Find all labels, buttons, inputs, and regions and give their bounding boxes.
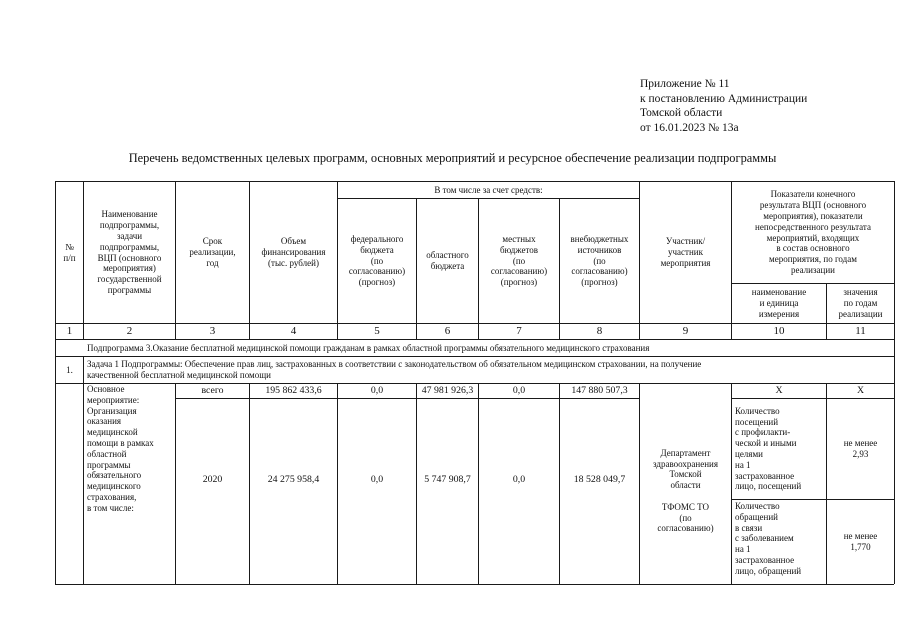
column-number: 7 [516, 325, 522, 338]
header-including: В том числе за счет средств: [434, 184, 543, 195]
indicator-appeals-value: не менее 1,770 [843, 531, 878, 552]
table-border-right [894, 181, 895, 584]
total-term: всего [201, 384, 224, 396]
appendix-date: от 16.01.2023 № 13а [640, 121, 739, 134]
total-federal: 0,0 [370, 384, 384, 396]
year-term: 2020 [202, 474, 223, 486]
measure-name: Основное мероприятие: Организация оказания медицинской помощи в рамках областной программы обязательного медицинского страхования, в том числе: [87, 384, 154, 513]
appendix-region: Томской области [640, 107, 723, 119]
column-number: 1 [66, 325, 73, 338]
document-title: Перечень ведомственных целевых программ, основных мероприятий и ресурсное обеспечение реализации подпрограммы [128, 151, 777, 165]
indicator-visits-name: Количество посещений с профилакти- ческой и иными целями на 1 застрахованное лицо, посещений [735, 405, 802, 492]
column-number: 4 [290, 325, 297, 338]
participant: Департамент здравоохранения Томской области ТФОМС ТО (по согласованию) [652, 447, 718, 534]
header-local: местных бюджетов (по согласованию) (прогноз) [490, 234, 548, 288]
total-volume: 195 862 433,6 [265, 384, 322, 396]
header-num: № п/п [63, 241, 76, 263]
column-number: 10 [773, 325, 785, 338]
column-number: 9 [682, 325, 689, 338]
total-local: 0,0 [512, 384, 526, 396]
year-local: 0,0 [512, 474, 526, 486]
header-name: Наименование подпрограммы, задачи подпрограммы, ВЦП (основного мероприятия) государственной программы [97, 209, 162, 295]
total-indicator-name: Х [775, 384, 783, 396]
header-indicator-values: значения по годам реализации [838, 287, 883, 319]
indicator-visits-value: не менее 2,93 [843, 438, 878, 459]
column-number: 11 [855, 325, 866, 338]
indicator-appeals-name: Количество обращений в связи с заболеванием на 1 застрахованное лицо, обращений [735, 501, 802, 576]
column-number: 5 [374, 325, 380, 338]
subprogram-row: Подпрограмма 3.Оказание бесплатной медицинской помощи гражданам в рамках областной программы обязательного медицинского страхования [87, 342, 650, 353]
header-volume: Объем финансирования (тыс. рублей) [261, 236, 326, 268]
column-number: 2 [126, 325, 133, 338]
header-indicator-name: наименование и единица измерения [751, 287, 807, 319]
table-border-bottom [55, 584, 894, 585]
header-federal: федерального бюджета (по согласованию) (прогноз) [348, 234, 406, 288]
year-regional: 5 747 908,7 [424, 474, 471, 486]
column-number: 3 [209, 325, 216, 338]
total-indicator-value: Х [856, 384, 865, 396]
year-offbudget: 18 528 049,7 [573, 474, 626, 486]
year-federal: 0,0 [370, 474, 384, 486]
header-indicators: Показатели конечного результата ВЦП (основного мероприятия), показатели непосредственного результата мероприятий, входящих в состав основного мероприятия, по годам реализации [755, 189, 871, 275]
task-row: Задача 1 Подпрограммы: Обеспечение прав лиц, застрахованных в соответствии с законодательством об обязательном медицинском страховании, на получение качественной бесплатной медицинской помощи [87, 359, 702, 380]
header-offbudget: внебюджетных источников (по согласованию) (прогноз) [570, 234, 629, 288]
appendix-decree: к постановлению Администрации [640, 92, 808, 105]
total-regional: 47 981 926,3 [421, 384, 474, 396]
total-offbudget: 147 880 507,3 [571, 384, 628, 396]
task-number: 1. [66, 364, 73, 375]
appendix-number: Приложение № 11 [640, 78, 730, 90]
header-regional: областного бюджета [426, 250, 469, 271]
header-participant: Участник/ участник мероприятия [660, 236, 711, 268]
column-number: 6 [444, 325, 451, 338]
column-number: 8 [596, 325, 603, 338]
header-term: Срок реализации, год [189, 236, 236, 268]
year-volume: 24 275 958,4 [267, 474, 320, 486]
